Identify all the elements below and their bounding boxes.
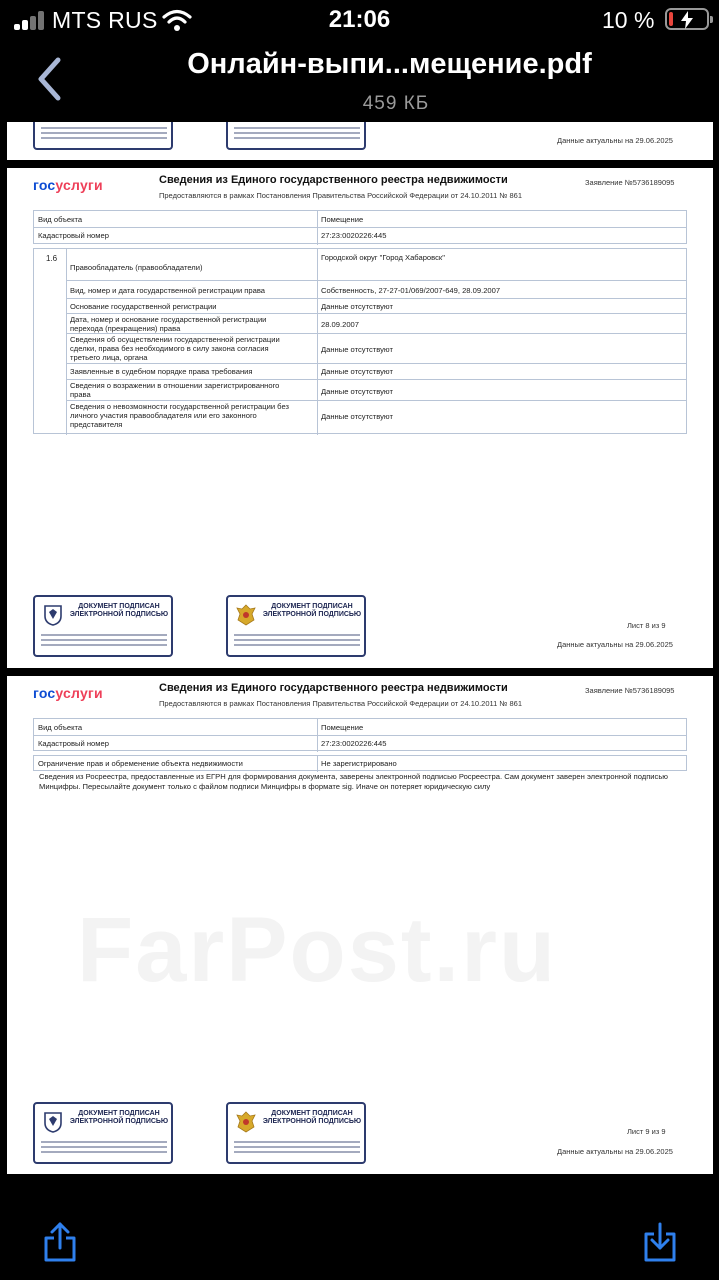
bottom-toolbar <box>0 1174 719 1280</box>
rosreestr-emblem-icon <box>41 1110 65 1134</box>
data-actual-date: Данные актуальны на 29.06.2025 <box>557 1147 673 1156</box>
signature-stamp <box>33 122 173 150</box>
section-number: 1.6 <box>46 254 58 263</box>
table-row: Сведения о невозможности государственной регистрации без личного участия правообладателя или его законного представителя Данные отсутствуют <box>70 402 393 429</box>
table-row: Основание государственной регистрации Данные отсутствуют <box>66 299 686 314</box>
status-bar <box>0 0 719 40</box>
page-subtitle: Предоставляются в рамках Постановления Правительства Российской Федерации от 24.10.2011 № 861 <box>159 699 523 708</box>
signature-stamp <box>226 122 366 150</box>
table-row: Ограничение прав и обременение объекта недвижимости Не зарегистрировано <box>38 759 397 768</box>
data-actual-date: Данные актуальны на 29.06.2025 <box>557 640 673 649</box>
signature-stamp-mintsifry: ДОКУМЕНТ ПОДПИСАН ЭЛЕКТРОННОЙ ПОДПИСЬЮ <box>226 1102 366 1164</box>
navigation-bar <box>0 40 719 122</box>
rights-table <box>33 248 687 434</box>
signature-stamp-rosreestr: ДОКУМЕНТ ПОДПИСАН ЭЛЕКТРОННОЙ ПОДПИСЬЮ <box>33 1102 173 1164</box>
object-table <box>33 210 687 244</box>
table-row: Дата, номер и основание государственной регистрации перехода (прекращения) права 28.09.2007 <box>66 314 686 334</box>
signature-note: Сведения из Росреестра, предоставленные из ЕГРН для формирования документа, заверены электронной подписью Росреестра. Сам документ заверен электронной подписью Минцифры. Пересылайте документ только с файлом подписи Минцифры в формате sig. Иначе он потеряет юридическую силу <box>39 772 669 791</box>
gosuslugi-logo: госуслуги <box>33 177 103 193</box>
table-row: Правообладатель (правообладатели) Городской округ "Город Хабаровск" <box>66 249 686 281</box>
pdf-page-8 <box>7 168 713 668</box>
watermark: FarPost.ru <box>77 899 558 1001</box>
pdf-page-7 <box>7 122 713 160</box>
signature-stamp-mintsifry: ДОКУМЕНТ ПОДПИСАН ЭЛЕКТРОННОЙ ПОДПИСЬЮ <box>226 595 366 657</box>
table-row: Вид объекта Помещение <box>34 211 686 228</box>
rosreestr-emblem-icon <box>41 603 65 627</box>
carrier-name: MTS RUS <box>52 7 158 33</box>
share-icon[interactable] <box>40 1220 80 1264</box>
table-row: Заявленные в судебном порядке права требования Данные отсутствуют <box>66 364 686 380</box>
signature-stamp-rosreestr: ДОКУМЕНТ ПОДПИСАН ЭЛЕКТРОННОЙ ПОДПИСЬЮ <box>33 595 173 657</box>
table-row: Вид объекта Помещение <box>34 719 686 736</box>
application-number: Заявление №5736189095 <box>585 686 675 695</box>
battery-percent: 10 % <box>602 7 655 33</box>
page-title: Сведения из Единого государственного реестра недвижимости <box>159 682 508 694</box>
sheet-number: Лист 8 из 9 <box>627 621 666 630</box>
table-row: Кадастровый номер 27:23:0020226:445 <box>38 739 387 748</box>
table-row: Вид, номер и дата государственной регистрации права Собственность, 27-27-01/069/2007-649, 28.09.2007 <box>66 281 686 299</box>
pdf-page-9 <box>7 676 713 1174</box>
page-subtitle: Предоставляются в рамках Постановления Правительства Российской Федерации от 24.10.2011 № 861 <box>159 191 523 200</box>
table-row: Сведения о возражении в отношении зарегистрированного права Данные отсутствуют <box>66 380 686 401</box>
document-size: 459 КБ <box>362 93 430 114</box>
charging-bolt-icon <box>680 11 694 29</box>
download-icon[interactable] <box>640 1220 680 1264</box>
sheet-number: Лист 9 из 9 <box>627 1127 666 1136</box>
coat-of-arms-icon <box>234 1110 258 1134</box>
gosuslugi-logo: госуслуги <box>33 685 103 701</box>
object-table <box>33 718 687 751</box>
encumbrance-table <box>33 755 687 771</box>
table-row: Кадастровый номер 27:23:0020226:445 <box>38 231 387 240</box>
coat-of-arms-icon <box>234 603 258 627</box>
application-number: Заявление №5736189095 <box>585 178 675 187</box>
document-title: Онлайн-выпи...мещение.pdf <box>187 48 592 80</box>
clock: 21:06 <box>328 6 391 33</box>
battery-icon <box>665 8 709 30</box>
pdf-viewer[interactable] <box>0 122 719 1174</box>
data-actual-date: Данные актуальны на 29.06.2025 <box>557 136 673 145</box>
table-row: Сведения об осуществлении государственной регистрации сделки, права без необходимого в силу закона согласия третьего лица, органа Данные отсутствуют <box>66 334 686 364</box>
page-title: Сведения из Единого государственного реестра недвижимости <box>159 174 508 186</box>
